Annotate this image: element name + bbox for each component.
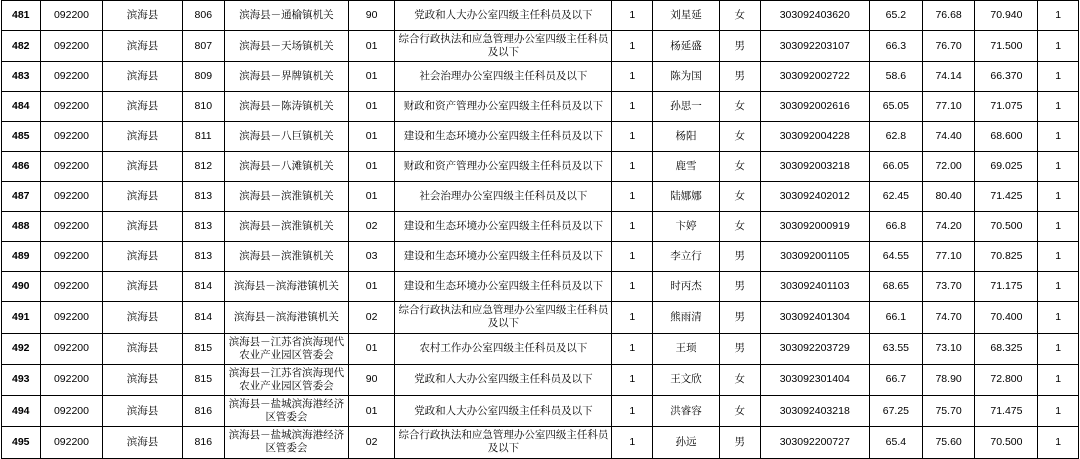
table-row [2,92,1079,122]
table-row [2,152,1079,182]
written-score: 64.55 [870,242,923,272]
recruiting-unit: 滨海县－盐城滨海港经济区管委会 [225,427,349,458]
candidate-rank: 1 [1038,62,1079,92]
total-score: 69.025 [975,152,1038,182]
interview-score: 75.60 [922,427,975,458]
position-code: 02 [348,302,395,333]
candidate-rank: 1 [1038,302,1079,333]
recruiting-unit: 滨海县－八巨镇机关 [225,122,349,152]
recruiting-unit: 滨海县－界牌镇机关 [225,62,349,92]
position-code: 02 [348,427,395,458]
recruiting-unit: 滨海县－陈涛镇机关 [225,92,349,122]
recruiting-unit: 滨海县－江苏省滨海现代农业产业园区管委会 [225,333,349,364]
table-row [2,242,1079,272]
interview-score: 73.70 [922,272,975,302]
unit-code: 092200 [40,92,103,122]
candidate-name: 王顼 [653,333,720,364]
total-score: 68.600 [975,122,1038,152]
written-score: 66.7 [870,364,923,395]
row-index: 494 [2,396,41,427]
position-name: 综合行政执法和应急管理办公室四级主任科员及以下 [395,302,612,333]
recruiting-unit: 滨海县－滨淮镇机关 [225,182,349,212]
candidate-sex: 男 [719,62,760,92]
unit-code: 092200 [40,1,103,31]
candidate-name: 鹿雪 [653,152,720,182]
interview-score: 76.70 [922,31,975,62]
candidate-id: 303092001105 [760,242,870,272]
position-code: 02 [348,212,395,242]
total-score: 66.370 [975,62,1038,92]
candidate-id: 303092200727 [760,427,870,458]
candidate-id: 303092203729 [760,333,870,364]
candidate-sex: 男 [719,302,760,333]
position-name: 综合行政执法和应急管理办公室四级主任科员及以下 [395,427,612,458]
position-name: 党政和人大办公室四级主任科员及以下 [395,1,612,31]
county-name: 滨海县 [103,62,182,92]
position-code: 01 [348,31,395,62]
total-score: 71.075 [975,92,1038,122]
candidate-id: 303092402012 [760,182,870,212]
written-score: 66.8 [870,212,923,242]
interview-score: 73.10 [922,333,975,364]
table-row [2,396,1079,427]
exam-results-table [1,0,1079,459]
position-name: 社会治理办公室四级主任科员及以下 [395,182,612,212]
recruit-count: 1 [612,212,653,242]
table-row [2,122,1079,152]
candidate-name: 孙远 [653,427,720,458]
unit-code: 092200 [40,31,103,62]
recruit-count: 1 [612,92,653,122]
recruit-count: 1 [612,427,653,458]
table-row [2,62,1079,92]
unit-code: 092200 [40,212,103,242]
interview-score: 74.70 [922,302,975,333]
table-row [2,1,1079,31]
candidate-id: 303092403218 [760,396,870,427]
candidate-sex: 女 [719,364,760,395]
recruiting-unit: 滨海县－滨淮镇机关 [225,242,349,272]
unit-code: 092200 [40,242,103,272]
written-score: 67.25 [870,396,923,427]
position-code: 01 [348,333,395,364]
candidate-name: 陆娜娜 [653,182,720,212]
candidate-sex: 男 [719,427,760,458]
position-code: 01 [348,62,395,92]
candidate-id: 303092301404 [760,364,870,395]
total-score: 72.800 [975,364,1038,395]
total-score: 71.500 [975,31,1038,62]
interview-score: 72.00 [922,152,975,182]
total-score: 71.475 [975,396,1038,427]
county-name: 滨海县 [103,302,182,333]
row-index: 484 [2,92,41,122]
written-score: 65.2 [870,1,923,31]
interview-score: 78.90 [922,364,975,395]
recruit-count: 1 [612,396,653,427]
candidate-rank: 1 [1038,333,1079,364]
county-name: 滨海县 [103,396,182,427]
total-score: 71.425 [975,182,1038,212]
position-name: 财政和资产管理办公室四级主任科员及以下 [395,152,612,182]
recruit-count: 1 [612,152,653,182]
candidate-sex: 男 [719,31,760,62]
candidate-name: 杨延盛 [653,31,720,62]
county-name: 滨海县 [103,1,182,31]
position-name: 建设和生态环境办公室四级主任科员及以下 [395,212,612,242]
candidate-id: 303092000919 [760,212,870,242]
post-code: 811 [182,122,225,152]
position-code: 01 [348,182,395,212]
candidate-rank: 1 [1038,396,1079,427]
county-name: 滨海县 [103,364,182,395]
position-code: 03 [348,242,395,272]
unit-code: 092200 [40,122,103,152]
recruiting-unit: 滨海县－滨海港镇机关 [225,302,349,333]
recruiting-unit: 滨海县－滨海港镇机关 [225,272,349,302]
post-code: 814 [182,302,225,333]
written-score: 58.6 [870,62,923,92]
candidate-name: 杨阳 [653,122,720,152]
post-code: 813 [182,242,225,272]
table-row [2,364,1079,395]
recruiting-unit: 滨海县－通榆镇机关 [225,1,349,31]
total-score: 70.940 [975,1,1038,31]
recruiting-unit: 滨海县－滨淮镇机关 [225,212,349,242]
county-name: 滨海县 [103,92,182,122]
recruit-count: 1 [612,31,653,62]
row-index: 490 [2,272,41,302]
candidate-rank: 1 [1038,122,1079,152]
unit-code: 092200 [40,396,103,427]
candidate-rank: 1 [1038,272,1079,302]
post-code: 807 [182,31,225,62]
position-code: 90 [348,364,395,395]
county-name: 滨海县 [103,122,182,152]
recruit-count: 1 [612,62,653,92]
position-name: 综合行政执法和应急管理办公室四级主任科员及以下 [395,31,612,62]
candidate-name: 陈为国 [653,62,720,92]
candidate-rank: 1 [1038,1,1079,31]
county-name: 滨海县 [103,182,182,212]
position-code: 01 [348,396,395,427]
position-name: 建设和生态环境办公室四级主任科员及以下 [395,242,612,272]
unit-code: 092200 [40,364,103,395]
total-score: 70.500 [975,427,1038,458]
candidate-rank: 1 [1038,92,1079,122]
table-row [2,212,1079,242]
candidate-name: 孙思一 [653,92,720,122]
unit-code: 092200 [40,427,103,458]
position-code: 01 [348,122,395,152]
candidate-rank: 1 [1038,242,1079,272]
candidate-name: 李立行 [653,242,720,272]
post-code: 813 [182,212,225,242]
post-code: 810 [182,92,225,122]
interview-score: 77.10 [922,242,975,272]
position-name: 党政和人大办公室四级主任科员及以下 [395,364,612,395]
candidate-rank: 1 [1038,182,1079,212]
candidate-rank: 1 [1038,152,1079,182]
post-code: 815 [182,364,225,395]
candidate-name: 卞婷 [653,212,720,242]
candidate-sex: 男 [719,242,760,272]
county-name: 滨海县 [103,272,182,302]
candidate-rank: 1 [1038,31,1079,62]
table-row [2,333,1079,364]
candidate-rank: 1 [1038,212,1079,242]
total-score: 71.175 [975,272,1038,302]
interview-score: 74.40 [922,122,975,152]
position-code: 01 [348,152,395,182]
post-code: 816 [182,427,225,458]
position-name: 建设和生态环境办公室四级主任科员及以下 [395,122,612,152]
row-index: 495 [2,427,41,458]
recruit-count: 1 [612,242,653,272]
table-row [2,182,1079,212]
written-score: 63.55 [870,333,923,364]
candidate-sex: 女 [719,182,760,212]
candidate-rank: 1 [1038,427,1079,458]
position-name: 财政和资产管理办公室四级主任科员及以下 [395,92,612,122]
post-code: 813 [182,182,225,212]
candidate-name: 刘星延 [653,1,720,31]
post-code: 806 [182,1,225,31]
row-index: 491 [2,302,41,333]
written-score: 68.65 [870,272,923,302]
candidate-id: 303092002722 [760,62,870,92]
candidate-id: 303092203107 [760,31,870,62]
candidate-rank: 1 [1038,364,1079,395]
candidate-name: 熊雨清 [653,302,720,333]
candidate-sex: 女 [719,212,760,242]
table-body [2,1,1079,459]
post-code: 809 [182,62,225,92]
candidate-id: 303092004228 [760,122,870,152]
written-score: 66.3 [870,31,923,62]
table-row [2,31,1079,62]
row-index: 487 [2,182,41,212]
row-index: 492 [2,333,41,364]
unit-code: 092200 [40,152,103,182]
candidate-sex: 女 [719,92,760,122]
unit-code: 092200 [40,182,103,212]
recruit-count: 1 [612,182,653,212]
position-name: 党政和人大办公室四级主任科员及以下 [395,396,612,427]
candidate-sex: 女 [719,152,760,182]
recruiting-unit: 滨海县－盐城滨海港经济区管委会 [225,396,349,427]
county-name: 滨海县 [103,333,182,364]
total-score: 70.825 [975,242,1038,272]
county-name: 滨海县 [103,427,182,458]
interview-score: 74.14 [922,62,975,92]
interview-score: 74.20 [922,212,975,242]
row-index: 489 [2,242,41,272]
post-code: 812 [182,152,225,182]
written-score: 66.05 [870,152,923,182]
written-score: 65.4 [870,427,923,458]
interview-score: 77.10 [922,92,975,122]
unit-code: 092200 [40,302,103,333]
candidate-name: 王文欣 [653,364,720,395]
position-name: 建设和生态环境办公室四级主任科员及以下 [395,272,612,302]
recruit-count: 1 [612,272,653,302]
candidate-sex: 女 [719,396,760,427]
row-index: 482 [2,31,41,62]
county-name: 滨海县 [103,31,182,62]
table-row [2,427,1079,458]
unit-code: 092200 [40,333,103,364]
row-index: 488 [2,212,41,242]
recruiting-unit: 滨海县－天场镇机关 [225,31,349,62]
row-index: 493 [2,364,41,395]
candidate-name: 时丙杰 [653,272,720,302]
candidate-sex: 男 [719,333,760,364]
position-name: 农村工作办公室四级主任科员及以下 [395,333,612,364]
position-code: 01 [348,92,395,122]
row-index: 485 [2,122,41,152]
table-row [2,302,1079,333]
interview-score: 76.68 [922,1,975,31]
recruit-count: 1 [612,364,653,395]
candidate-id: 303092003218 [760,152,870,182]
position-code: 90 [348,1,395,31]
recruit-count: 1 [612,333,653,364]
candidate-sex: 女 [719,122,760,152]
county-name: 滨海县 [103,152,182,182]
candidate-name: 洪睿容 [653,396,720,427]
candidate-id: 303092403620 [760,1,870,31]
post-code: 816 [182,396,225,427]
interview-score: 75.70 [922,396,975,427]
recruiting-unit: 滨海县－江苏省滨海现代农业产业园区管委会 [225,364,349,395]
written-score: 62.8 [870,122,923,152]
written-score: 66.1 [870,302,923,333]
unit-code: 092200 [40,62,103,92]
candidate-id: 303092401103 [760,272,870,302]
total-score: 70.500 [975,212,1038,242]
position-name: 社会治理办公室四级主任科员及以下 [395,62,612,92]
row-index: 486 [2,152,41,182]
written-score: 62.45 [870,182,923,212]
candidate-sex: 男 [719,272,760,302]
post-code: 814 [182,272,225,302]
interview-score: 80.40 [922,182,975,212]
row-index: 483 [2,62,41,92]
county-name: 滨海县 [103,242,182,272]
unit-code: 092200 [40,272,103,302]
recruit-count: 1 [612,302,653,333]
table-row [2,272,1079,302]
position-code: 01 [348,272,395,302]
candidate-sex: 女 [719,1,760,31]
written-score: 65.05 [870,92,923,122]
recruit-count: 1 [612,1,653,31]
total-score: 70.400 [975,302,1038,333]
recruit-count: 1 [612,122,653,152]
candidate-id: 303092002616 [760,92,870,122]
post-code: 815 [182,333,225,364]
recruiting-unit: 滨海县－八滩镇机关 [225,152,349,182]
total-score: 68.325 [975,333,1038,364]
county-name: 滨海县 [103,212,182,242]
row-index: 481 [2,1,41,31]
candidate-id: 303092401304 [760,302,870,333]
